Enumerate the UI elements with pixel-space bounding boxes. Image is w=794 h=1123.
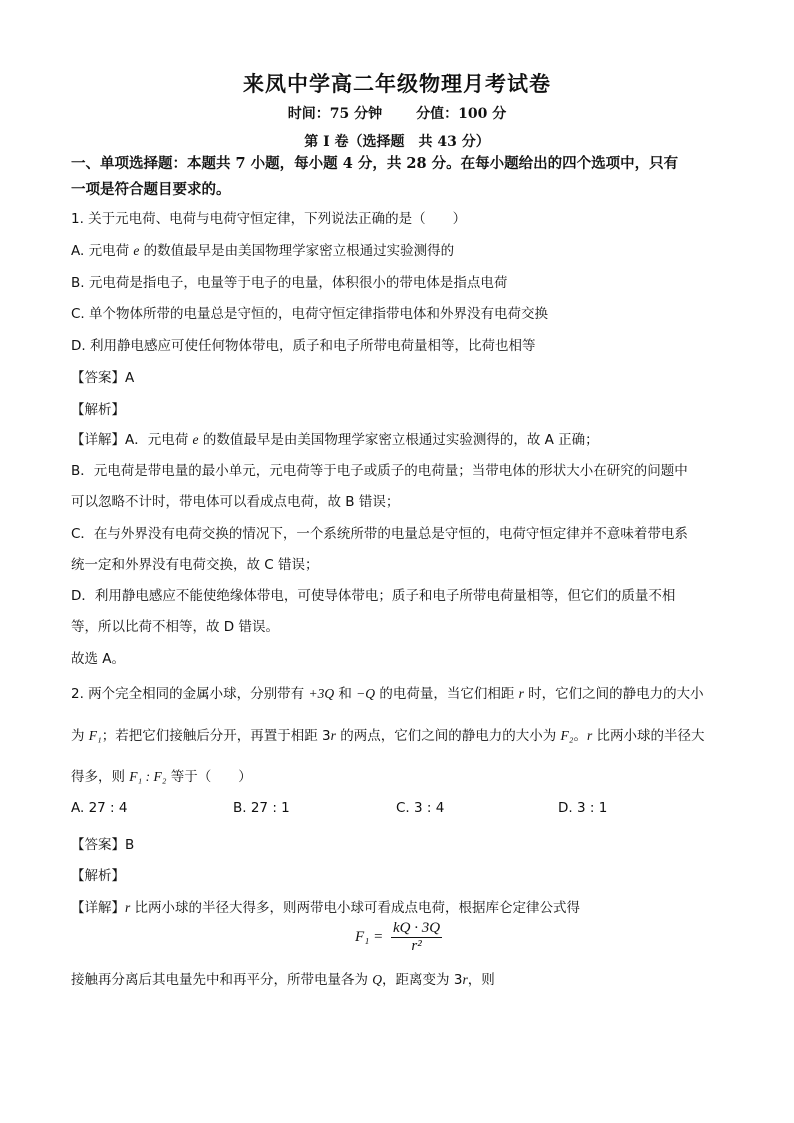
q1-answer: 【答案】A [71, 370, 135, 386]
q2-stem-line2 [71, 724, 731, 744]
q1-detail-c2: 统一定和外界没有电荷交换，故 C 错误； [71, 557, 319, 573]
q2-stem-line3 [71, 765, 731, 785]
q2-l1-a: 2. 两个完全相同的金属小球，分别带有 [71, 686, 309, 702]
q2-l1-b: 和 [334, 686, 357, 702]
q2-option-a: A. 27 : 4 [71, 800, 128, 816]
q1-detail [71, 428, 731, 448]
q1-detail-d2: 等，所以比荷不相等，故 D 错误。 [71, 619, 279, 635]
q2-l2-d: 。 [573, 728, 587, 744]
q1-option-a-pre: A. 元电荷 [71, 243, 134, 259]
q2-detail [71, 896, 731, 916]
formula-denominator: r² [411, 938, 422, 954]
q2-l2-f2: F₂ [560, 728, 574, 743]
q1-option-c: C. 单个物体所带的电量总是守恒的，电荷守恒定律指带电体和外界没有电荷交换 [71, 306, 549, 322]
q2-option-c: C. 3 : 4 [396, 800, 445, 816]
exam-score: 分值：100 分 [416, 106, 507, 122]
q1-detail-var: e [192, 432, 199, 447]
section-heading [71, 151, 731, 203]
q2-l2-c: 的两点，它们之间的静电力的大小为 [335, 728, 561, 744]
q1-detail-b1: B．元电荷是带电量的最小单元，元电荷等于电子或质子的电荷量；当带电体的形状大小在研究的问题中 [71, 463, 688, 479]
q2-l1-q1: +3Q [308, 686, 335, 701]
q2-l2-e: 比两小球的半径大 [592, 728, 705, 744]
q1-detail-post: 的数值最早是由美国物理学家密立根通过实验测得的，故 A 正确； [198, 432, 599, 448]
q2-last-b: ，距离变为 3 [382, 972, 463, 988]
q2-detail-post: 比两小球的半径大得多，则两带电小球可看成点电荷，根据库仑定律公式得 [130, 900, 581, 916]
q2-last-r: r [462, 972, 468, 987]
q2-l3-b: 等于（ ） [166, 769, 252, 785]
section-heading-line1: 一、单项选择题：本题共 7 小题，每小题 4 分，共 28 分。在每小题给出的四个选项中，只有 [71, 155, 679, 172]
q2-last-line [71, 968, 731, 988]
q2-stem-line1 [71, 682, 731, 702]
q2-last-q: Q [372, 972, 383, 987]
q1-detail-c1: C．在与外界没有电荷交换的情况下，一个系统所带的电量总是守恒的，电荷守恒定律并不意味着带电系 [71, 526, 688, 542]
q1-option-b: B. 元电荷是指电子，电量等于电子的电量，体积很小的带电体是指点电荷 [71, 275, 508, 291]
q2-l2-r2: r [586, 728, 593, 743]
q2-last-c: ，则 [467, 972, 495, 988]
q2-l2-a: 为 [71, 728, 89, 744]
q2-l2-r: r [330, 728, 336, 743]
q2-l3-ratio: F₁ : F₂ [129, 769, 167, 784]
q2-analysis: 【解析】 [71, 868, 125, 884]
q1-option-a-post: 的数值最早是由美国物理学家密立根通过实验测得的 [139, 243, 455, 259]
q1-choose: 故选 A。 [71, 651, 126, 667]
section-heading-line2: 一项是符合题目要求的。 [71, 181, 231, 198]
q2-detail-r: r [125, 900, 131, 915]
q2-l1-r: r [518, 686, 524, 701]
q1-option-d: D. 利用静电感应可使任何物体带电，质子和电子所带电荷量相等，比荷也相等 [71, 338, 536, 354]
q2-l2-f1: F₁ [88, 728, 102, 743]
exam-title: 来凤中学高二年级物理月考试卷 [243, 71, 551, 96]
coulomb-formula [355, 920, 442, 955]
q1-detail-pre: 【详解】A．元电荷 [71, 432, 193, 448]
q2-option-d: D. 3 : 1 [558, 800, 608, 816]
volume-heading: 第 I 卷（选择题 共 43 分） [304, 134, 490, 150]
formula-numerator: kQ · 3Q [393, 920, 441, 936]
formula-lhs: F₁ = [355, 928, 384, 945]
q1-analysis: 【解析】 [71, 402, 125, 418]
q1-option-a-var: e [133, 243, 140, 258]
q2-l3-a: 得多，则 [71, 769, 130, 785]
exam-subtitle [0, 103, 794, 123]
formula-fraction [391, 920, 442, 955]
q2-l1-c: 的电荷量，当它们相距 [375, 686, 519, 702]
q1-detail-b2: 可以忽略不计时，带电体可以看成点电荷，故 B 错误； [71, 494, 400, 510]
q2-l2-b: ；若把它们接触后分开，再置于相距 3 [101, 728, 331, 744]
q2-option-b: B. 27 : 1 [233, 800, 290, 816]
exam-time: 时间：75 分钟 [287, 106, 383, 122]
q2-detail-pre: 【详解】 [71, 900, 125, 916]
q1-stem: 1. 关于元电荷、电荷与电荷守恒定律，下列说法正确的是（ ） [71, 211, 467, 227]
q2-last-a: 接触再分离后其电量先中和再平分，所带电量各为 [71, 972, 373, 988]
q1-detail-d1: D．利用静电感应不能使绝缘体带电，可使导体带电；质子和电子所带电荷量相等，但它们的质量不相 [71, 588, 676, 604]
q1-option-a [71, 239, 731, 259]
q2-answer: 【答案】B [71, 837, 135, 853]
q2-l1-q2: −Q [356, 686, 376, 701]
q2-l1-d: 时，它们之间的静电力的大小 [523, 686, 704, 702]
